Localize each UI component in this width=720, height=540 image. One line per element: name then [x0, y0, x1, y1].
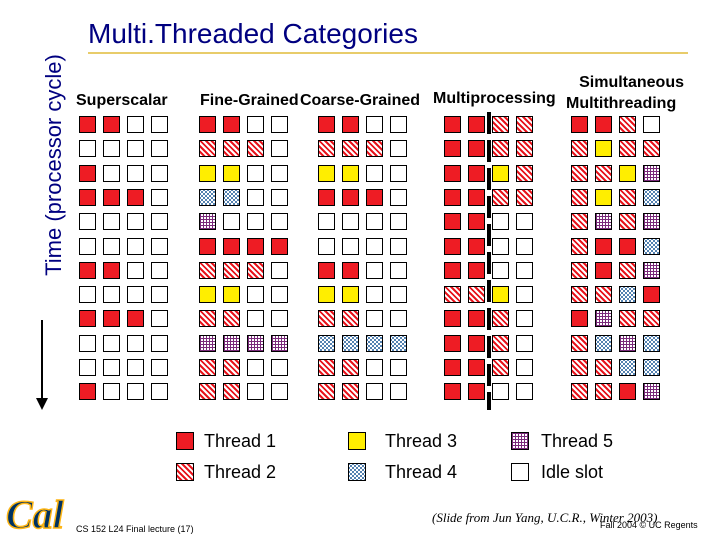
footer-copyright: Fall 2004 © UC Regents [600, 520, 698, 530]
legend-label-thread-1: Thread 1 [204, 431, 277, 451]
thread-2-slot [342, 383, 359, 400]
idle-slot [271, 165, 288, 182]
idle-slot [151, 238, 168, 255]
thread-1-slot [595, 262, 612, 279]
thread-3-slot [595, 189, 612, 206]
thread-1-slot [271, 238, 288, 255]
thread-4-slot [643, 359, 660, 376]
idle-slot [127, 383, 144, 400]
idle-slot [247, 189, 264, 206]
thread-1-slot [444, 359, 461, 376]
idle-slot [103, 383, 120, 400]
thread-2-slot [619, 310, 636, 327]
thread-1-slot [79, 262, 96, 279]
thread-1-slot [468, 359, 485, 376]
thread-2-slot [492, 310, 509, 327]
thread-2-slot [492, 189, 509, 206]
idle-slot [516, 383, 533, 400]
thread-1-slot [619, 238, 636, 255]
cal-logo [4, 486, 68, 536]
thread-2-slot [619, 213, 636, 230]
idle-slot [390, 310, 407, 327]
idle-slot [390, 165, 407, 182]
idle-slot [271, 116, 288, 133]
idle-slot [342, 238, 359, 255]
legend-swatch-thread-3 [348, 432, 366, 450]
idle-slot [151, 140, 168, 157]
idle-slot [366, 383, 383, 400]
thread-2-slot [571, 262, 588, 279]
thread-1-slot [444, 116, 461, 133]
column-header-multiprocessing: Multiprocessing [433, 90, 556, 107]
legend-label-thread-4: Thread 4 [385, 462, 458, 482]
idle-slot [390, 383, 407, 400]
thread-2-slot [223, 359, 240, 376]
thread-2-slot [492, 335, 509, 352]
thread-2-slot [643, 140, 660, 157]
idle-slot [151, 189, 168, 206]
idle-slot [516, 359, 533, 376]
thread-2-slot [571, 286, 588, 303]
thread-2-slot [318, 359, 335, 376]
idle-slot [79, 359, 96, 376]
thread-2-slot [619, 189, 636, 206]
idle-slot [127, 359, 144, 376]
thread-2-slot [492, 140, 509, 157]
column-header-fine-grained: Fine-Grained [200, 92, 299, 109]
thread-4-slot [595, 335, 612, 352]
thread-2-slot [595, 359, 612, 376]
legend-swatch-thread-5 [511, 432, 529, 450]
thread-2-slot [571, 383, 588, 400]
thread-2-slot [595, 383, 612, 400]
column-header-simultaneous: Simultaneous [579, 74, 684, 91]
thread-2-slot [468, 286, 485, 303]
idle-slot [79, 140, 96, 157]
idle-slot [271, 310, 288, 327]
thread-2-slot [619, 140, 636, 157]
idle-slot [103, 359, 120, 376]
idle-slot [390, 213, 407, 230]
thread-5-slot [223, 335, 240, 352]
thread-1-slot [127, 189, 144, 206]
thread-2-slot [571, 140, 588, 157]
thread-4-slot [643, 238, 660, 255]
thread-3-slot [223, 165, 240, 182]
thread-2-slot [571, 335, 588, 352]
thread-1-slot [619, 383, 636, 400]
idle-slot [247, 213, 264, 230]
legend-label-thread-2: Thread 2 [204, 462, 277, 482]
thread-2-slot [318, 310, 335, 327]
idle-slot [151, 383, 168, 400]
idle-slot [103, 140, 120, 157]
thread-3-slot [318, 165, 335, 182]
thread-5-slot [271, 335, 288, 352]
thread-1-slot [444, 140, 461, 157]
time-axis-label: Time (processor cycle) [41, 54, 66, 276]
thread-1-slot [79, 189, 96, 206]
idle-slot [79, 335, 96, 352]
thread-1-slot [444, 213, 461, 230]
thread-1-slot [223, 116, 240, 133]
thread-5-slot [595, 213, 612, 230]
idle-slot [127, 286, 144, 303]
thread-2-slot [571, 165, 588, 182]
thread-1-slot [79, 116, 96, 133]
thread-1-slot [468, 165, 485, 182]
thread-3-slot [619, 165, 636, 182]
thread-2-slot [342, 310, 359, 327]
idle-slot [366, 286, 383, 303]
thread-4-slot [643, 335, 660, 352]
thread-1-slot [199, 116, 216, 133]
thread-1-slot [318, 189, 335, 206]
thread-1-slot [127, 310, 144, 327]
footer-course-info: CS 152 L24 Final lecture (17) [76, 524, 194, 534]
idle-slot [103, 213, 120, 230]
idle-slot [318, 213, 335, 230]
idle-slot [271, 213, 288, 230]
thread-1-slot [79, 383, 96, 400]
legend-swatch-idle-slot [511, 463, 529, 481]
thread-1-slot [468, 262, 485, 279]
thread-2-slot [643, 310, 660, 327]
thread-1-slot [247, 238, 264, 255]
idle-slot [127, 116, 144, 133]
thread-3-slot [595, 140, 612, 157]
thread-2-slot [247, 140, 264, 157]
idle-slot [516, 310, 533, 327]
legend-swatch-thread-1 [176, 432, 194, 450]
thread-1-slot [468, 189, 485, 206]
idle-slot [366, 310, 383, 327]
thread-5-slot [619, 335, 636, 352]
idle-slot [516, 238, 533, 255]
idle-slot [390, 359, 407, 376]
legend-swatch-thread-2 [176, 463, 194, 481]
column-header-coarse-grained: Coarse-Grained [300, 92, 421, 109]
idle-slot [366, 262, 383, 279]
thread-1-slot [444, 189, 461, 206]
thread-3-slot [318, 286, 335, 303]
idle-slot [366, 213, 383, 230]
legend-label-idle-slot: Idle slot [541, 462, 604, 482]
thread-2-slot [516, 189, 533, 206]
idle-slot [390, 286, 407, 303]
thread-2-slot [595, 286, 612, 303]
thread-4-slot [390, 335, 407, 352]
thread-3-slot [342, 286, 359, 303]
idle-slot [103, 165, 120, 182]
thread-5-slot [199, 335, 216, 352]
idle-slot [492, 262, 509, 279]
thread-2-slot [492, 359, 509, 376]
thread-4-slot [223, 189, 240, 206]
thread-1-slot [79, 165, 96, 182]
thread-4-slot [342, 335, 359, 352]
thread-2-slot [342, 140, 359, 157]
idle-slot [127, 165, 144, 182]
thread-1-slot [444, 262, 461, 279]
idle-slot [271, 383, 288, 400]
thread-1-slot [103, 310, 120, 327]
thread-2-slot [199, 262, 216, 279]
thread-1-slot [444, 238, 461, 255]
thread-1-slot [103, 116, 120, 133]
thread-1-slot [468, 213, 485, 230]
thread-2-slot [342, 359, 359, 376]
thread-2-slot [516, 165, 533, 182]
thread-2-slot [571, 238, 588, 255]
thread-2-slot [223, 262, 240, 279]
thread-4-slot [199, 189, 216, 206]
thread-3-slot [492, 165, 509, 182]
thread-5-slot [643, 383, 660, 400]
thread-5-slot [643, 165, 660, 182]
thread-4-slot [366, 335, 383, 352]
thread-2-slot [619, 262, 636, 279]
thread-2-slot [492, 116, 509, 133]
thread-2-slot [571, 213, 588, 230]
thread-3-slot [492, 286, 509, 303]
thread-5-slot [643, 262, 660, 279]
thread-1-slot [444, 335, 461, 352]
thread-2-slot [199, 383, 216, 400]
thread-1-slot [103, 262, 120, 279]
legend-label-thread-5: Thread 5 [541, 431, 614, 451]
thread-5-slot [595, 310, 612, 327]
thread-3-slot [199, 165, 216, 182]
idle-slot [271, 140, 288, 157]
thread-2-slot [223, 383, 240, 400]
thread-2-slot [223, 310, 240, 327]
idle-slot [366, 165, 383, 182]
idle-slot [247, 383, 264, 400]
slide-credit: (Slide from Jun Yang, U.C.R., Winter 2003) [432, 510, 658, 525]
idle-slot [79, 238, 96, 255]
thread-1-slot [571, 310, 588, 327]
thread-1-slot [595, 116, 612, 133]
idle-slot [390, 262, 407, 279]
idle-slot [342, 213, 359, 230]
idle-slot [390, 238, 407, 255]
idle-slot [492, 238, 509, 255]
idle-slot [127, 335, 144, 352]
idle-slot [151, 165, 168, 182]
idle-slot [643, 116, 660, 133]
multiprocessing-divider [487, 112, 491, 410]
idle-slot [79, 286, 96, 303]
idle-slot [492, 383, 509, 400]
idle-slot [492, 213, 509, 230]
idle-slot [151, 286, 168, 303]
thread-1-slot [468, 140, 485, 157]
idle-slot [247, 359, 264, 376]
idle-slot [151, 310, 168, 327]
thread-2-slot [318, 140, 335, 157]
idle-slot [271, 286, 288, 303]
thread-2-slot [516, 140, 533, 157]
thread-3-slot [199, 286, 216, 303]
thread-1-slot [223, 238, 240, 255]
idle-slot [151, 213, 168, 230]
idle-slot [79, 213, 96, 230]
idle-slot [390, 116, 407, 133]
thread-1-slot [103, 189, 120, 206]
idle-slot [247, 165, 264, 182]
thread-1-slot [342, 189, 359, 206]
idle-slot [127, 213, 144, 230]
thread-1-slot [318, 116, 335, 133]
thread-1-slot [444, 310, 461, 327]
column-header-multithreading: Multithreading [566, 95, 677, 112]
thread-3-slot [342, 165, 359, 182]
idle-slot [247, 310, 264, 327]
idle-slot [127, 140, 144, 157]
idle-slot [366, 359, 383, 376]
thread-1-slot [342, 262, 359, 279]
thread-5-slot [247, 335, 264, 352]
thread-2-slot [595, 165, 612, 182]
idle-slot [151, 359, 168, 376]
thread-1-slot [444, 383, 461, 400]
thread-1-slot [366, 189, 383, 206]
idle-slot [223, 213, 240, 230]
thread-2-slot [223, 140, 240, 157]
thread-1-slot [468, 238, 485, 255]
thread-4-slot [619, 286, 636, 303]
thread-2-slot [516, 116, 533, 133]
idle-slot [271, 189, 288, 206]
idle-slot [127, 238, 144, 255]
thread-4-slot [619, 359, 636, 376]
thread-1-slot [318, 262, 335, 279]
slide-title: Multi.Threaded Categories [88, 18, 418, 49]
thread-1-slot [468, 383, 485, 400]
title-underline [88, 52, 688, 54]
legend-label-thread-3: Thread 3 [385, 431, 458, 451]
idle-slot [390, 140, 407, 157]
idle-slot [366, 116, 383, 133]
idle-slot [390, 189, 407, 206]
thread-2-slot [199, 140, 216, 157]
thread-1-slot [571, 116, 588, 133]
idle-slot [366, 238, 383, 255]
thread-1-slot [79, 310, 96, 327]
idle-slot [127, 262, 144, 279]
thread-5-slot [199, 213, 216, 230]
thread-2-slot [571, 359, 588, 376]
idle-slot [151, 262, 168, 279]
idle-slot [271, 359, 288, 376]
idle-slot [516, 213, 533, 230]
idle-slot [151, 116, 168, 133]
thread-2-slot [247, 262, 264, 279]
thread-1-slot [468, 335, 485, 352]
thread-1-slot [643, 286, 660, 303]
thread-4-slot [318, 335, 335, 352]
idle-slot [516, 286, 533, 303]
idle-slot [103, 335, 120, 352]
thread-2-slot [444, 286, 461, 303]
column-header-superscalar: Superscalar [76, 92, 168, 109]
time-axis-arrow [32, 320, 52, 410]
thread-5-slot [643, 213, 660, 230]
idle-slot [271, 262, 288, 279]
thread-2-slot [318, 383, 335, 400]
idle-slot [247, 116, 264, 133]
thread-2-slot [571, 189, 588, 206]
thread-1-slot [342, 116, 359, 133]
svg-text:Cal: Cal [6, 492, 64, 536]
thread-2-slot [366, 140, 383, 157]
thread-1-slot [595, 238, 612, 255]
thread-3-slot [223, 286, 240, 303]
idle-slot [318, 238, 335, 255]
thread-4-slot [643, 189, 660, 206]
thread-2-slot [199, 359, 216, 376]
thread-1-slot [444, 165, 461, 182]
thread-1-slot [199, 238, 216, 255]
idle-slot [151, 335, 168, 352]
thread-2-slot [199, 310, 216, 327]
thread-1-slot [468, 310, 485, 327]
idle-slot [103, 238, 120, 255]
idle-slot [103, 286, 120, 303]
thread-2-slot [619, 116, 636, 133]
idle-slot [516, 262, 533, 279]
idle-slot [516, 335, 533, 352]
legend-swatch-thread-4 [348, 463, 366, 481]
thread-1-slot [468, 116, 485, 133]
idle-slot [247, 286, 264, 303]
